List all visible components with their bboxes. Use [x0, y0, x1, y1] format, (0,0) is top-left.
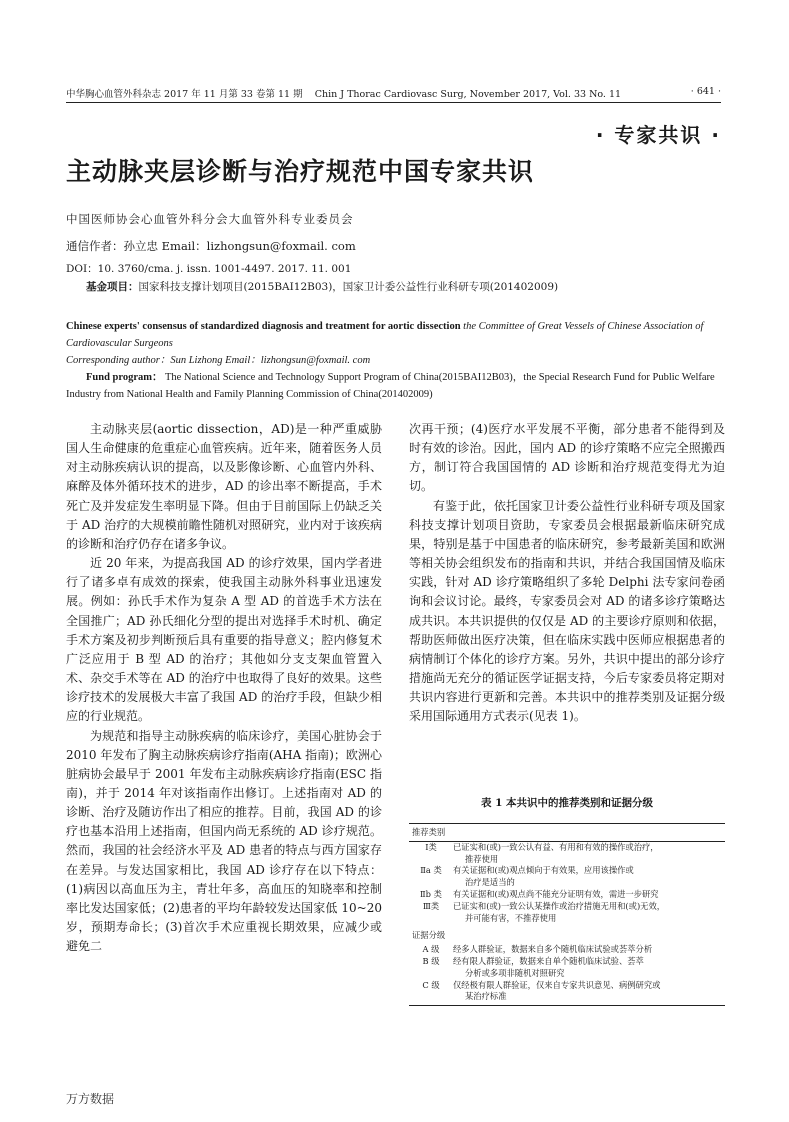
- section-tag: · 专家共识 ·: [595, 123, 721, 147]
- corresponding-author: 通信作者：孙立忠 Email：lizhongsun@foxmail. com: [66, 239, 356, 253]
- recommendation-desc: 已证实和(或)一致公认有益、有用和有效的操作或治疗，: [453, 841, 659, 852]
- english-fund: [66, 369, 726, 403]
- article-title: 主动脉夹层诊断与治疗规范中国专家共识: [66, 157, 535, 186]
- recommendation-desc: 已证实和(或)一致公认某操作或治疗措施无用和(或)无效，: [453, 900, 666, 911]
- table-row: [409, 980, 725, 1004]
- page-number: · 641 ·: [690, 86, 721, 97]
- header-rule: [66, 102, 721, 103]
- recommendation-desc-cont: 治疗是适当的: [465, 877, 515, 888]
- recommendation-desc: 有关证据和(或)观点尚不能充分证明有效，需进一步研究: [453, 888, 659, 899]
- paragraph: 主动脉夹层(aortic dissection，AD)是一种严重威胁国人生命健康的危重症心血管疾病。近年来，随着医务人员对主动脉疾病认识的提高，以及影像诊断、心血管内外科、麻醉及体外循环技术的进步，AD 的诊出率不断提高，手术死亡及并发症发生率明显下降。但由于目前国际上仍缺乏关于 AD 治疗的大规模前瞻性随机对照研究，业内对于该疾病的诊断和治疗仍存在诸多争议。: [66, 422, 382, 551]
- english-title-committee: the Committee of Great Vessels of Chinese Association of Cardiovascular Surgeons: [66, 321, 704, 349]
- recommendation-class: Ⅱa 类: [420, 865, 442, 876]
- english-corresponding: Corresponding author：Sun Lizhong Email：lizhongsun@foxmail. com: [66, 355, 371, 366]
- watermark-footer: 万方数据: [66, 1092, 115, 1106]
- body-column-right: [409, 420, 725, 727]
- paragraph: 有鉴于此，依托国家卫计委公益性行业科研专项及国家科技支撑计划项目资助，专家委员会根据最新临床研究成果，特别是基于中国患者的临床研究，参考最新美国和欧洲等相关协会组织发布的指南和共识，并结合我国国情及临床实践，针对 AD 诊疗策略组织了多轮 Delphi 法专家问卷函询和会议讨论。最终，专家委员会对 AD 的诸多诊疗策略达成共识。本共识提供的仅仅是 AD 的主要诊疗原则和依据，帮助医师做出医疗决策，但在临床实践中医师应根据患者的病情制订个体化的诊疗方案。另外，共识中提出的部分诊疗措施尚无充分的循证医学证据支持，今后专家委员将定期对共识内容进行更新和完善。本共识中的推荐类别及证据分级采用国际通用方式表示(见表 1)。: [409, 498, 725, 724]
- evidence-desc: 经多人群验证，数据来自多个随机临床试验或荟萃分析: [453, 944, 653, 955]
- recommendation-table: [409, 823, 725, 1006]
- fund-text: 国家科技支撑计划项目(2015BAI12B03)，国家卫计委公益性行业科研专项(201402009): [138, 281, 559, 293]
- evidence-desc: 经有限人群验证，数据来自单个随机临床试验、荟萃: [453, 955, 644, 966]
- table-title: 表 1 本共识中的推荐类别和证据分级: [480, 797, 654, 809]
- evidence-desc-cont: 某治疗标准: [465, 991, 507, 1002]
- recommendation-desc: 有关证据和(或)观点倾向于有效果，应用该操作或: [453, 865, 634, 876]
- table-group-label: 推荐类别: [412, 827, 446, 837]
- english-title-main: Chinese experts' consensus of standardized diagnosis and treatment for aortic dissection: [66, 321, 461, 332]
- english-fund-text: The National Science and Technology Support Program of China(2015BAI12B03)，the Special Research Fund for Public Welfare Industry from National Health and Family Planning Commission of China(201402009): [66, 372, 715, 400]
- authors: 中国医师协会心血管外科分会大血管外科专业委员会: [66, 212, 354, 226]
- table-row: [409, 865, 725, 889]
- recommendation-desc-cont: 推荐使用: [465, 853, 499, 864]
- paragraph: 次再干预；(4)医疗水平发展不平衡，部分患者不能得到及时有效的诊治。因此，国内 AD 的诊疗策略不应完全照搬西方，制订符合我国国情的 AD 诊断和治疗规范变得尤为迫切。: [409, 422, 725, 494]
- table-row: [409, 944, 725, 956]
- table-top-rule: [409, 823, 725, 824]
- table-group-label: 证据分级: [412, 930, 446, 941]
- evidence-level: C 级: [422, 979, 440, 990]
- journal-cn: 中华胸心血管外科杂志 2017 年 11 月第 33 卷第 11 期: [66, 89, 303, 100]
- table-row: [409, 956, 725, 980]
- doi: DOI：10. 3760/cma. j. issn. 1001-4497. 2017. 11. 001: [66, 263, 352, 275]
- evidence-level: A 级: [422, 944, 440, 955]
- recommendation-class: Ⅱb 类: [420, 888, 442, 899]
- fund-info: [86, 279, 558, 294]
- recommendation-desc-cont: 并可能有害，不推荐使用: [465, 912, 557, 923]
- paragraph: 近 20 年来，为提高我国 AD 的诊疗效果，国内学者进行了诸多卓有成效的探索，使我国主动脉外科事业迅速发展。例如：孙氏手术作为复杂 A 型 AD 的首选手术方法在全国推广；AD 孙氏细化分型的提出对选择手术时机、确定手术方案及初步判断预后具有重要的指导意义；腔内修复术广泛应用于 B 型 AD 的治疗；其他如分支支架血管置入术、杂交手术等在 AD 的治疗中也取得了良好的效果。这些诊疗技术的发展极大丰富了我国 AD 的治疗手段，但缺少相应的行业规范。: [66, 556, 382, 724]
- english-fund-label: Fund program：: [86, 372, 163, 383]
- table-row: [409, 889, 725, 901]
- evidence-desc: 仅经极有限人群验证，仅来自专家共识意见、病例研究或: [453, 979, 661, 990]
- fund-label: 基金项目：: [86, 281, 139, 293]
- recommendation-class: Ⅲ类: [422, 900, 440, 911]
- recommendation-class: Ⅰ类: [425, 841, 437, 852]
- journal-en: Chin J Thorac Cardiovasc Surg, November 2017, Vol. 33 No. 11: [314, 89, 622, 100]
- evidence-level: B 级: [422, 955, 440, 966]
- table-row: [409, 901, 725, 925]
- table-bottom-rule: [409, 1005, 725, 1006]
- english-title: [66, 318, 726, 352]
- paragraph: 为规范和指导主动脉疾病的临床诊疗，美国心脏协会于 2010 年发布了胸主动脉疾病诊疗指南(AHA 指南)；欧洲心脏病协会最早于 2001 年发布主动脉疾病诊疗指南(ESC 指南)，并于 2014 年对该指南作出修订。上述指南对 AD 的诊断、治疗及随访作出了相应的推荐。目前，我国 AD 的诊疗也基本沿用上述指南，但国内尚无系统的 AD 诊疗规范。然而，我国的社会经济水平及 AD 患者的特点与西方国家存在差异。与发达国家相比，我国 AD 诊疗存在以下特点：(1)病因以高血压为主，青壮年多，高血压的知晓率和控制率比发达国家低；(2)患者的平均年龄较发达国家低 10~20 岁，预期寿命长；(3)首次手术应重视长期效果，应减少或避免二: [66, 728, 382, 954]
- running-header: [66, 86, 721, 100]
- body-column-left: [66, 420, 382, 956]
- table-row: [409, 842, 725, 866]
- evidence-desc-cont: 分析或多项非随机对照研究: [465, 967, 565, 978]
